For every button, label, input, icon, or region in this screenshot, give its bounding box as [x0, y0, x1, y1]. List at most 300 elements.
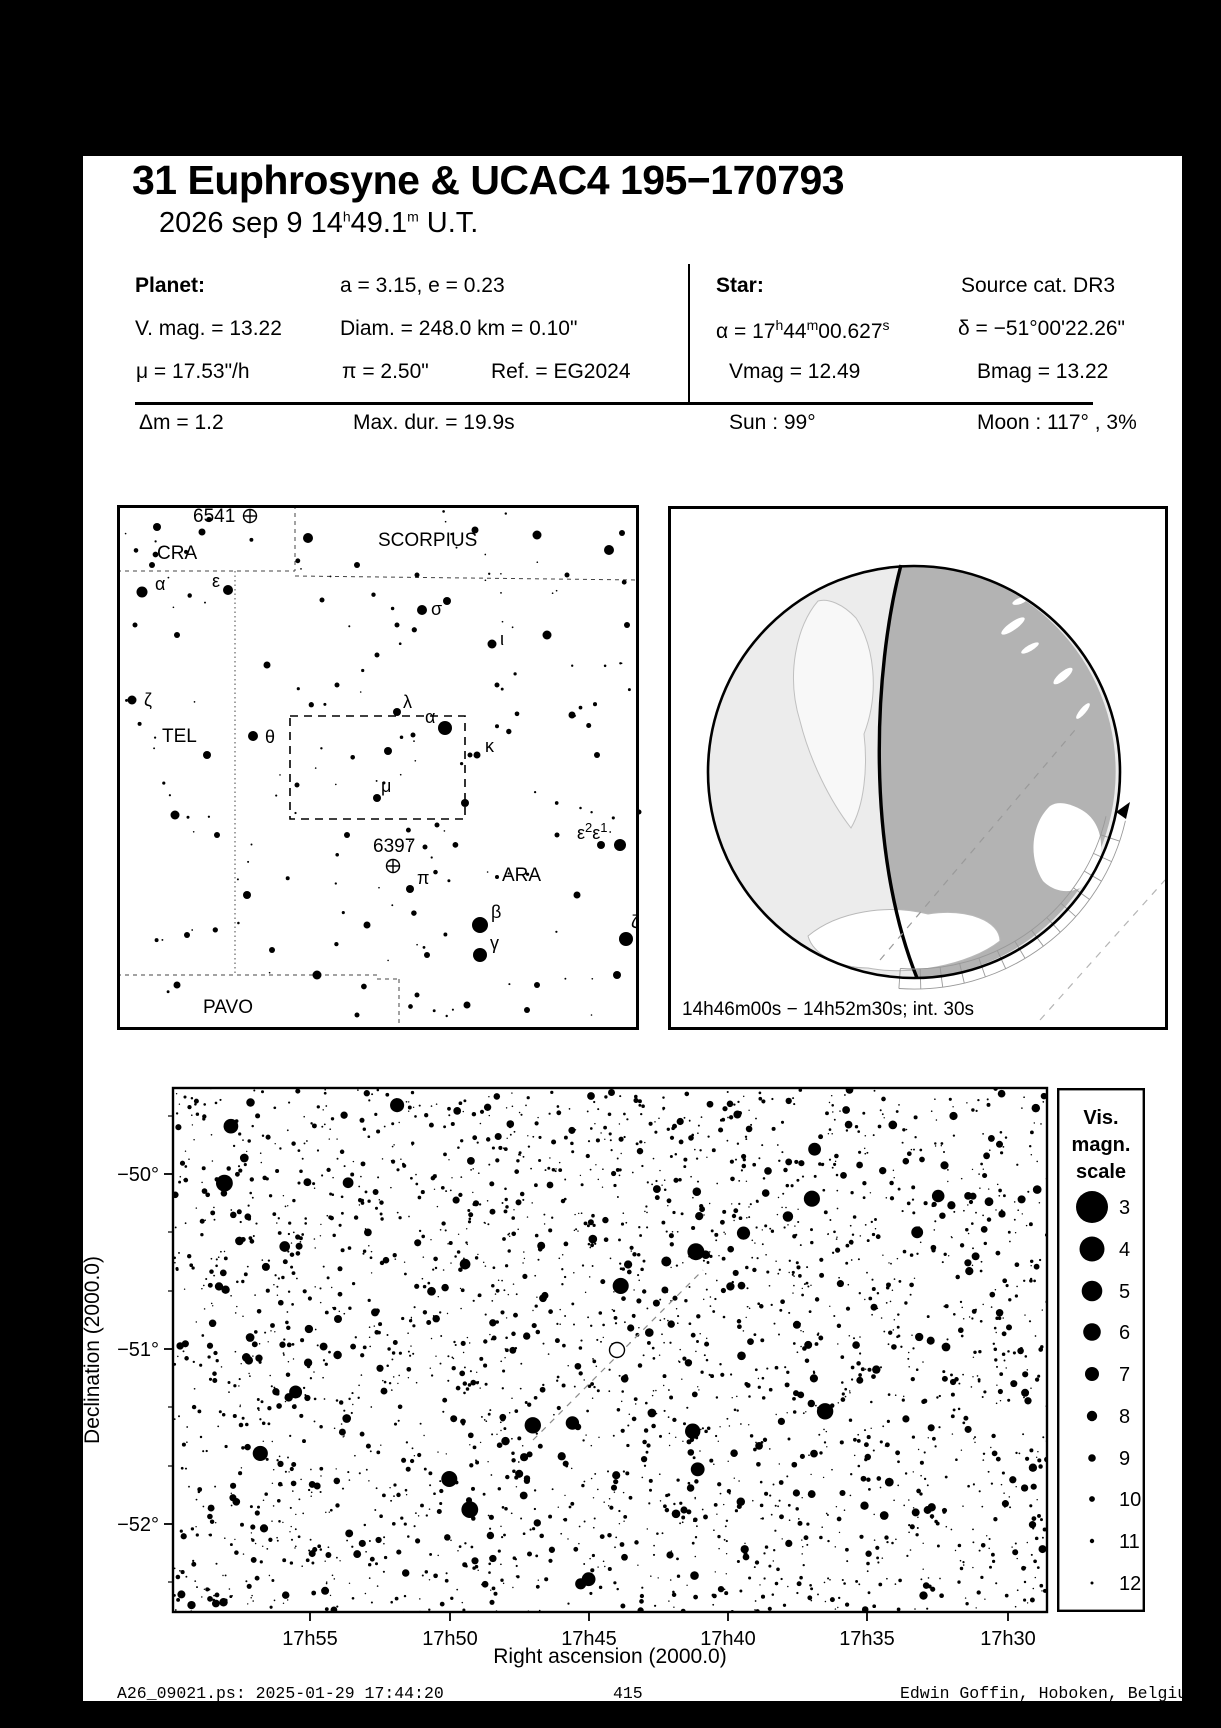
star-dot — [895, 1394, 897, 1396]
star-dot — [480, 1110, 484, 1114]
star-dot — [937, 1545, 940, 1548]
star-dot — [672, 1211, 675, 1214]
star-dot — [745, 1138, 747, 1140]
star-dot — [590, 1568, 594, 1572]
star-dot — [810, 1587, 813, 1590]
star-dot — [885, 1478, 894, 1487]
star-dot — [623, 1492, 624, 1493]
star-dot — [750, 1124, 752, 1126]
star-dot — [596, 1339, 598, 1341]
star-dot — [617, 1408, 621, 1412]
star-dot — [779, 1500, 781, 1502]
star-dot — [745, 1136, 747, 1138]
star-dot — [322, 1377, 324, 1379]
star-dot — [220, 1251, 222, 1253]
star-dot — [859, 1352, 861, 1354]
star-dot — [845, 1602, 849, 1606]
star-dot — [900, 1346, 902, 1348]
star-dot — [826, 1446, 827, 1447]
star-dot — [936, 1522, 940, 1526]
star-dot — [896, 1336, 899, 1339]
star-dot — [933, 1229, 935, 1231]
star-dot — [788, 1312, 790, 1314]
star-dot — [357, 1089, 359, 1091]
star-dot — [591, 1478, 593, 1480]
star-dot — [666, 1231, 668, 1233]
star-dot — [638, 1226, 640, 1228]
star-dot — [506, 1120, 514, 1128]
globular-cluster-icon — [387, 860, 400, 873]
star-dot — [369, 1577, 371, 1579]
star-dot — [192, 1560, 194, 1562]
star-dot — [489, 1181, 494, 1186]
star-dot — [282, 1591, 290, 1599]
star-dot — [758, 1378, 759, 1379]
star-dot — [809, 1584, 812, 1587]
star-dot — [379, 1514, 383, 1518]
star-dot — [178, 1181, 181, 1184]
star-dot — [893, 1177, 894, 1178]
finder-chart-border — [119, 507, 638, 1029]
star-dot — [977, 1590, 981, 1594]
star-dot — [1029, 1504, 1032, 1507]
star-dot — [722, 1210, 726, 1214]
star-dot — [252, 1355, 253, 1356]
star-dot — [369, 1336, 371, 1338]
star-dot — [951, 1529, 953, 1531]
star-dot — [906, 1555, 908, 1557]
star-dot — [765, 1545, 768, 1548]
star-dot — [348, 1398, 350, 1400]
star-dot — [180, 1176, 182, 1178]
y-axis-label: Declination (2000.0) — [81, 1256, 104, 1444]
star-dot — [679, 1349, 680, 1350]
star-dot — [1029, 1222, 1033, 1226]
star-dot — [613, 1278, 629, 1294]
star-dot — [242, 1417, 245, 1420]
star-dot — [321, 1174, 323, 1176]
star-dot — [898, 1280, 901, 1283]
star-dot — [290, 1507, 292, 1509]
star-dot — [214, 832, 220, 838]
star-dot — [696, 1157, 698, 1159]
star-dot — [186, 1441, 188, 1443]
star-dot — [914, 1136, 916, 1138]
star-dot — [652, 1395, 653, 1396]
star-dot — [667, 1205, 668, 1206]
star-dot — [810, 1450, 818, 1458]
star-dot — [314, 1187, 315, 1188]
star-dot — [718, 1255, 719, 1256]
star-dot — [743, 1554, 750, 1561]
star-dot — [488, 1571, 491, 1574]
star-dot — [685, 1359, 692, 1366]
star-dot — [445, 1229, 447, 1231]
star-dot — [589, 1276, 591, 1278]
star-dot — [583, 1563, 585, 1565]
star-dot — [845, 1121, 853, 1129]
star-dot — [659, 1354, 660, 1355]
star-dot — [695, 1351, 697, 1353]
star-dot — [878, 1583, 882, 1587]
star-dot — [295, 1089, 300, 1094]
star-dot — [205, 1278, 207, 1280]
star-dot — [234, 1539, 235, 1540]
star-dot — [213, 927, 218, 932]
planet-heading: Planet: — [135, 274, 206, 297]
star-dot — [997, 1184, 999, 1186]
star-dot — [472, 1135, 477, 1140]
star-dot — [662, 1096, 664, 1098]
star-dot — [821, 1526, 823, 1528]
star-dot — [625, 1471, 629, 1475]
star-dot — [720, 1119, 723, 1122]
star-dot — [363, 1345, 367, 1349]
star-dot — [202, 1166, 206, 1170]
star-dot — [998, 1189, 1002, 1193]
star-dot — [804, 1283, 806, 1285]
star-dot — [659, 1319, 661, 1321]
star-dot — [209, 1533, 212, 1536]
star-dot — [608, 1505, 610, 1507]
star-dot — [320, 1302, 321, 1303]
star-dot — [927, 1337, 935, 1345]
star-heading: Star: — [716, 274, 764, 297]
star-dot — [478, 1172, 480, 1174]
star-dot — [650, 1575, 652, 1577]
star-dot — [592, 1360, 596, 1364]
star-dot — [858, 1465, 861, 1468]
star-dot — [988, 1188, 989, 1189]
star-dot — [538, 1136, 541, 1139]
star-dot — [423, 946, 426, 949]
star-dot — [810, 1285, 811, 1286]
star-dot — [819, 1273, 824, 1278]
star-dot — [288, 1233, 290, 1235]
finder-label: λ — [403, 692, 412, 712]
star-dot — [489, 1115, 490, 1116]
star-dot — [243, 1553, 244, 1554]
star-dot — [444, 1534, 451, 1541]
star-dot — [786, 1098, 792, 1104]
star-dot — [125, 533, 127, 535]
star-dot — [265, 664, 267, 666]
star-dot — [621, 1375, 629, 1383]
star-dot — [629, 1414, 631, 1416]
legend-mag-dot — [1083, 1323, 1101, 1341]
star-dot — [378, 887, 380, 889]
star-dot — [278, 1520, 281, 1523]
star-dot — [470, 1169, 472, 1171]
star-dot — [424, 952, 430, 958]
star-dot — [916, 1253, 918, 1255]
star-dot — [1029, 1448, 1033, 1452]
star-dot — [441, 1186, 445, 1190]
star-dot — [304, 1395, 310, 1401]
star-dot — [503, 1534, 506, 1537]
star-dot — [697, 1132, 699, 1134]
star-dot — [351, 1392, 353, 1394]
star-dot — [255, 1576, 260, 1581]
star-dot — [888, 1331, 892, 1335]
star-dot — [279, 1456, 281, 1458]
star-dot — [1006, 1367, 1007, 1368]
star-dot — [128, 696, 137, 705]
star-dot — [803, 1564, 805, 1566]
star-dot — [353, 1161, 354, 1162]
star-dot — [1008, 1298, 1011, 1301]
star-dot — [517, 1436, 521, 1440]
star-dot — [490, 1590, 491, 1591]
star-dot — [719, 1363, 721, 1365]
star-dot — [375, 1537, 381, 1543]
star-dot — [570, 1502, 574, 1506]
star-dot — [655, 1180, 657, 1182]
star-dot — [246, 1333, 255, 1342]
star-dot — [303, 1387, 305, 1389]
star-dot — [281, 1276, 284, 1279]
star-dot — [244, 1213, 251, 1220]
star-dot — [447, 1107, 451, 1111]
star-dot — [636, 1142, 639, 1145]
legend-mag-value: 11 — [1119, 1531, 1140, 1553]
star-dot — [856, 1361, 861, 1366]
star-dot — [624, 1136, 626, 1138]
star-dot — [564, 1242, 569, 1247]
star-dot — [702, 1509, 704, 1511]
star-dot — [278, 1231, 282, 1235]
star-dot — [556, 1323, 558, 1325]
star-dot — [547, 1182, 554, 1189]
star-dot — [759, 1092, 762, 1095]
star-dot — [670, 1579, 672, 1581]
star-dot — [902, 1142, 904, 1144]
star-dot — [371, 1093, 373, 1095]
star-dot — [1016, 1286, 1018, 1288]
star-dot — [423, 1310, 427, 1314]
star-dot — [211, 1303, 213, 1305]
legend-mag-dot — [1082, 1281, 1103, 1302]
star-dot — [332, 1307, 334, 1309]
planet-vmag: V. mag. = 13.22 — [135, 317, 282, 340]
star-dot — [620, 1153, 621, 1154]
star-dot — [279, 1342, 285, 1348]
star-dot — [865, 1368, 866, 1369]
star-dot — [244, 1163, 247, 1166]
star-dot — [870, 1192, 871, 1193]
star-dot — [953, 1134, 955, 1136]
star-dot — [516, 1565, 518, 1567]
star-dot — [570, 1142, 574, 1146]
star-dot — [433, 1492, 436, 1495]
star-dot — [515, 1470, 523, 1478]
star-dot — [201, 1596, 202, 1597]
star-dot — [973, 1438, 974, 1439]
star-dot — [226, 1166, 230, 1170]
star-dot — [769, 1448, 771, 1450]
star-dot — [762, 1243, 764, 1245]
star-dot — [757, 1257, 759, 1259]
star-dot — [220, 1270, 227, 1277]
legend-mag-value: 6 — [1119, 1322, 1131, 1344]
star-dot — [853, 1337, 855, 1339]
star-dot — [841, 1381, 844, 1384]
star-dot — [278, 1300, 284, 1306]
star-dot — [535, 1304, 538, 1307]
star-dot — [748, 1110, 749, 1111]
star-dot — [390, 1187, 392, 1189]
star-dot — [488, 573, 490, 575]
star-dot — [467, 1209, 470, 1212]
star-dot — [587, 1092, 595, 1100]
star-dot — [810, 1474, 811, 1475]
star-dot — [801, 1294, 804, 1297]
star-dot — [646, 1451, 649, 1454]
star-dot — [950, 1379, 956, 1385]
star-dot — [443, 1153, 447, 1157]
star-dot — [762, 1517, 764, 1519]
star-dot — [373, 794, 381, 802]
star-dot — [176, 1598, 180, 1602]
star-dot — [262, 1176, 267, 1181]
star-dot — [761, 1099, 765, 1103]
star-dot — [269, 1194, 272, 1197]
star-dot — [737, 1351, 746, 1360]
star-dot — [681, 1212, 684, 1215]
star-dot — [317, 1544, 321, 1548]
star-dot — [649, 1122, 653, 1126]
star-dot — [800, 1244, 802, 1246]
star-dot — [915, 1533, 918, 1536]
star-dot — [945, 1476, 948, 1479]
star-dot — [251, 1538, 253, 1540]
document-page — [81, 156, 1198, 1703]
star-dot — [435, 1356, 436, 1357]
star-dot — [395, 1597, 399, 1601]
star-dot — [620, 1542, 625, 1547]
star-dot — [651, 1184, 653, 1186]
star-dot — [877, 1292, 879, 1294]
star-dot — [693, 1456, 696, 1459]
star-dot — [205, 1587, 209, 1591]
star-dot — [720, 1220, 725, 1225]
star-dot — [342, 1414, 351, 1423]
star-dot — [235, 1237, 244, 1246]
star-dot — [440, 1363, 442, 1365]
star-dot — [996, 1309, 1004, 1317]
star-dot — [972, 1169, 973, 1170]
star-dot — [180, 1161, 185, 1166]
star-dot — [285, 1401, 286, 1402]
star-dot — [602, 1324, 605, 1327]
star-dot — [880, 1487, 882, 1489]
star-dot — [596, 1366, 598, 1368]
star-dot — [755, 1226, 757, 1228]
star-dot — [638, 1327, 639, 1328]
star-dot — [873, 1134, 875, 1136]
star-dot — [450, 1190, 452, 1192]
star-dot — [520, 1114, 522, 1116]
star-dot — [798, 1518, 800, 1520]
star-dot — [863, 1196, 866, 1199]
star-dot — [1012, 1549, 1018, 1555]
star-dot — [453, 1107, 461, 1115]
star-dot — [336, 1468, 337, 1469]
star-dot — [639, 1234, 642, 1237]
star-dot — [154, 736, 156, 738]
star-dot — [332, 1177, 334, 1179]
star-dot — [306, 1558, 310, 1562]
star-dot — [420, 1423, 422, 1425]
star-dot — [391, 904, 393, 906]
star-dot — [720, 1493, 722, 1495]
finder-label: ε — [212, 571, 221, 591]
star-dot — [1009, 1476, 1016, 1483]
star-dot — [1035, 1377, 1039, 1381]
star-dot — [778, 1160, 780, 1162]
star-dot — [203, 1285, 205, 1287]
star-dot — [468, 1432, 474, 1438]
star-dot — [994, 1358, 997, 1361]
star-dot — [916, 1368, 919, 1371]
star-dot — [592, 1358, 594, 1360]
star-dot — [174, 982, 181, 989]
star-dot — [876, 1556, 879, 1559]
star-dot — [951, 1393, 955, 1397]
finder-label: ζ — [144, 690, 152, 710]
star-dot — [984, 1242, 987, 1245]
star-dot — [477, 1254, 478, 1255]
star-dot — [762, 1377, 765, 1380]
star-dot — [746, 1126, 753, 1133]
star-dot — [808, 1454, 810, 1456]
star-dot — [613, 1435, 615, 1437]
star-dot — [698, 1125, 700, 1127]
star-dot — [218, 1256, 220, 1258]
star-dot — [931, 1245, 937, 1251]
star-dot — [1037, 1514, 1041, 1518]
star-dot — [326, 1168, 330, 1172]
star-dot — [283, 1354, 285, 1356]
star-dot — [658, 1118, 660, 1120]
star-dot — [845, 1262, 848, 1265]
finder-stars — [125, 510, 642, 1017]
star-dot — [305, 1325, 313, 1333]
star-dot — [341, 1423, 343, 1425]
star-dot — [859, 1336, 861, 1338]
star-dot — [175, 1609, 177, 1611]
star-dot — [230, 1295, 232, 1297]
star-dot — [668, 1389, 670, 1391]
star-dot — [819, 1451, 822, 1454]
star-dot — [351, 1412, 353, 1414]
star-dot — [642, 1289, 646, 1293]
star-dot — [779, 1269, 781, 1271]
star-dot — [1024, 1314, 1025, 1315]
star-dot — [368, 1245, 370, 1247]
star-dot — [599, 1586, 602, 1589]
star-dot — [391, 1122, 394, 1125]
star-dot — [310, 1122, 312, 1124]
star-dot — [835, 1546, 836, 1547]
globular-cluster-icons — [244, 510, 400, 873]
star-dot — [393, 1483, 396, 1486]
star-dot — [1030, 1598, 1035, 1603]
star-dot — [748, 1576, 751, 1579]
star-dot — [729, 1425, 730, 1426]
star-dot — [602, 1187, 603, 1188]
star-dot — [904, 1301, 907, 1304]
